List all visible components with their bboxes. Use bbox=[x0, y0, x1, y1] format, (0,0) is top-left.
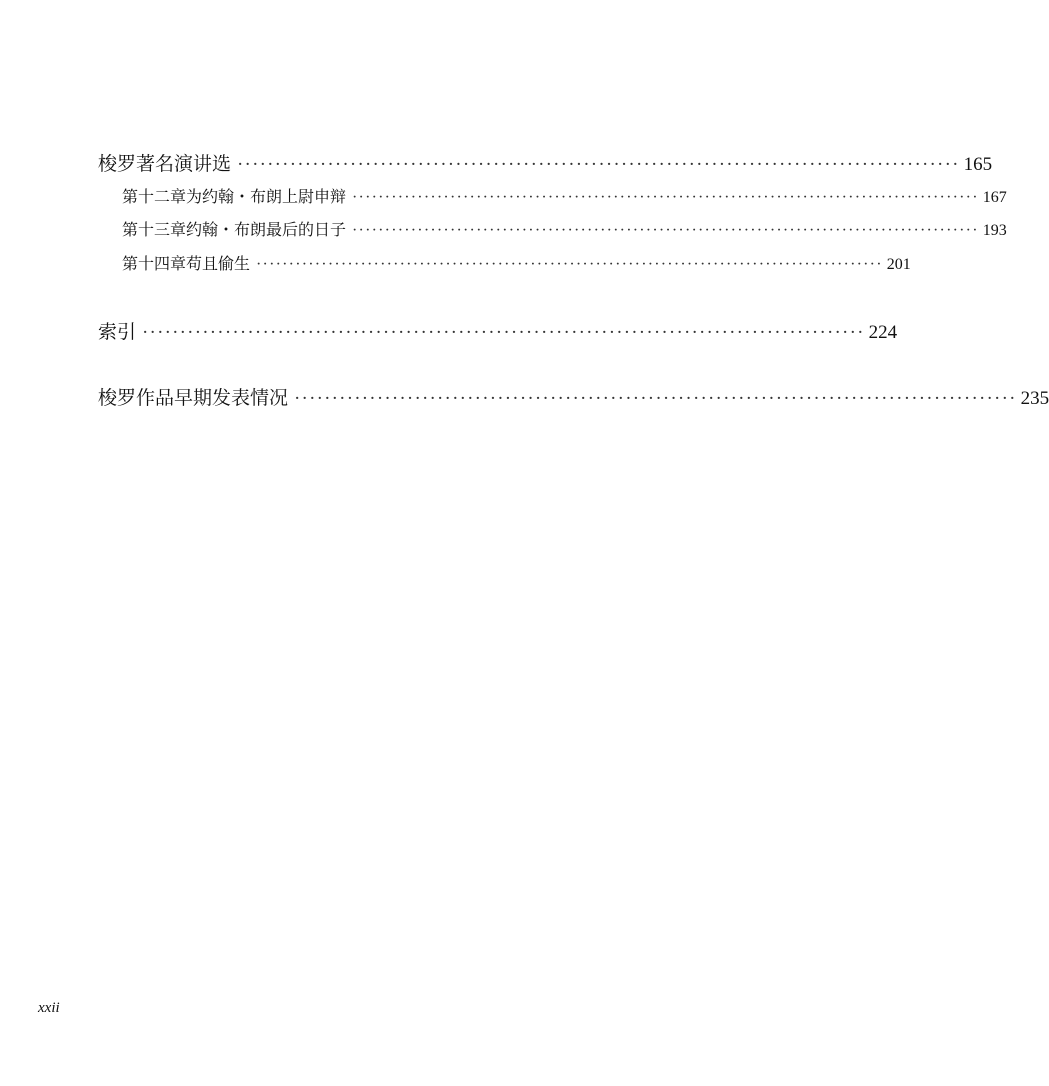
toc-entry-chapter-14[interactable] bbox=[122, 251, 911, 274]
chapter-number: 第十三章 bbox=[122, 220, 187, 239]
toc-entry-chapter-13[interactable] bbox=[122, 217, 1007, 240]
dot-leader: ································································································ bbox=[352, 189, 979, 206]
dot-leader: ································································································ bbox=[352, 222, 979, 239]
page-number: 235 bbox=[1020, 388, 1049, 409]
chapter-title: 约翰・布朗最后的日子 bbox=[186, 220, 347, 239]
dot-leader: ································································································ bbox=[256, 256, 883, 273]
toc-entry-chapter-12[interactable] bbox=[122, 184, 1007, 207]
entry-title: 索引 bbox=[98, 321, 137, 343]
page-folio: xxii bbox=[38, 1000, 60, 1016]
page-number: 193 bbox=[982, 222, 1007, 239]
dot-leader: ································································································ bbox=[294, 388, 1017, 409]
chapter-number: 第十四章 bbox=[122, 254, 187, 273]
page-number: 167 bbox=[982, 189, 1007, 206]
chapter-title: 为约翰・布朗上尉申辩 bbox=[186, 187, 347, 206]
toc-entry-index[interactable] bbox=[98, 317, 898, 344]
dot-leader: ································································································ bbox=[237, 154, 960, 175]
page-number: 165 bbox=[963, 154, 993, 175]
dot-leader: ································································································ bbox=[142, 322, 865, 343]
toc-entry-early-publications[interactable] bbox=[98, 383, 1049, 410]
entry-title: 梭罗著名演讲选 bbox=[98, 153, 232, 175]
chapter-number: 第十二章 bbox=[122, 187, 187, 206]
entry-title: 梭罗作品早期发表情况 bbox=[98, 387, 289, 409]
toc-entry-speeches[interactable] bbox=[98, 149, 993, 176]
page-number: 201 bbox=[886, 256, 911, 273]
chapter-title: 苟且偷生 bbox=[186, 254, 251, 273]
page-number: 224 bbox=[868, 322, 898, 343]
